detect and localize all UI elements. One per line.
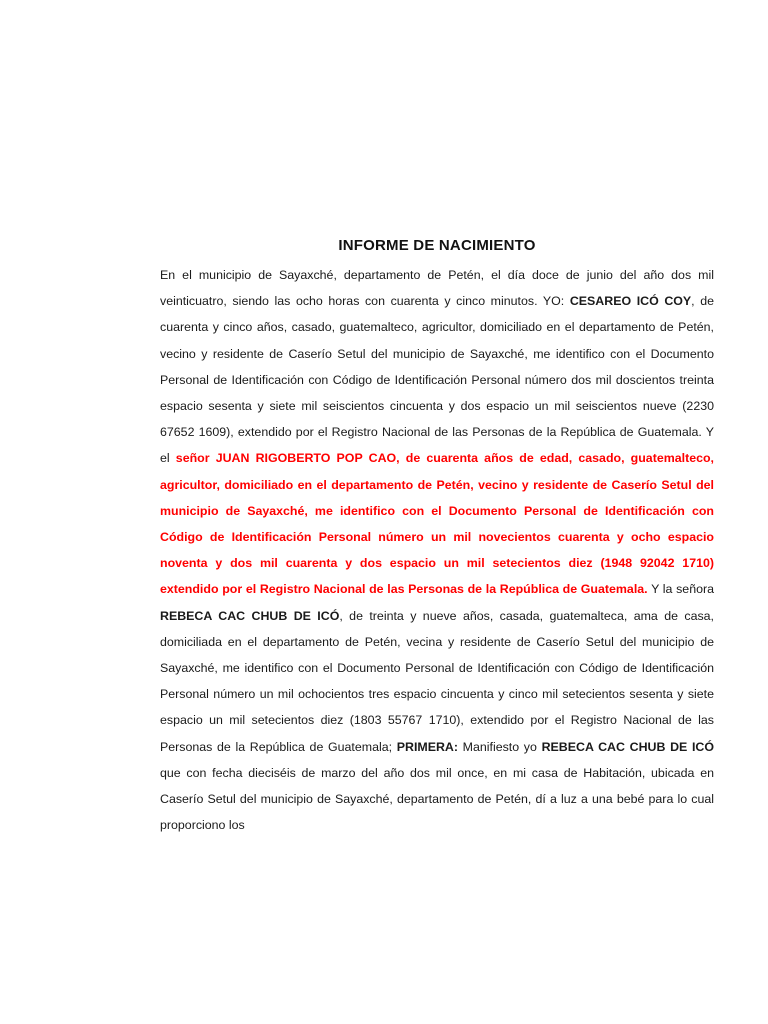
body-text: , de treinta y nueve años, casada, guatemalteca, ama de casa, domiciliada en el departamento de Petén, vecina y residente de Caserío Setul del municipio de Sayaxché, me identifico con el Documento Personal de Identificación con Código de Identificación Personal número un mil ochocientos tres espacio cincuenta y cinco mil setecientos sesenta y siete espacio un mil setecientos diez (1803 55767 1710), extendido por el Registro Nacional de las Personas de la República de Guatemala;: [160, 608, 714, 754]
document-body: [160, 262, 714, 838]
body-text: , de cuarenta y cinco años, casado, guatemalteco, agricultor, domiciliado en el departamento de Petén, vecino y residente de Caserío Setul del municipio de Sayaxché, me identifico con el Documento Personal de Identificación con Código de Identificación Personal número dos mil doscientos treinta espacio sesenta y siete mil seiscientos cincuenta y dos espacio un mil seiscientos nueve (2230 67652 1609), extendido por el Registro Nacional de las Personas de la República de Guatemala. Y el: [160, 294, 714, 466]
clause-heading: PRIMERA:: [396, 739, 458, 754]
body-text: Y la señora: [647, 582, 714, 597]
document-title: INFORME DE NACIMIENTO: [338, 237, 536, 254]
mother-name: REBECA CAC CHUB DE ICÓ: [541, 739, 714, 754]
highlighted-witness-text: señor JUAN RIGOBERTO POP CAO, de cuarenta años de edad, casado, guatemalteco, agricultor, domiciliado en el departamento de Petén, vecino y residente de Caserío Setul del municipio de Sayaxché, me identifico con el Documento Personal de Identificación con Código de Identificación Personal número un mil novecientos cuarenta y ocho espacio noventa y dos mil cuarenta y dos espacio un mil setecientos diez (1948 92042 1710) extendido por el Registro Nacional de las Personas de la República de Guatemala.: [160, 451, 714, 597]
body-text: Manifiesto yo: [458, 739, 542, 754]
body-text: En el municipio de Sayaxché, departamento de Petén, el día doce de junio del año dos mil veinticuatro, siendo las ocho horas con cuarenta y cinco minutos. YO:: [160, 268, 714, 309]
body-text: que con fecha dieciséis de marzo del año dos mil once, en mi casa de Habitación, ubicada en Caserío Setul del municipio de Sayaxché, departamento de Petén, dí a luz a una bebé para lo cual proporciono los: [160, 765, 714, 833]
declarant-name: CESAREO ICÓ COY: [569, 294, 692, 309]
mother-name: REBECA CAC CHUB DE ICÓ: [160, 608, 340, 623]
